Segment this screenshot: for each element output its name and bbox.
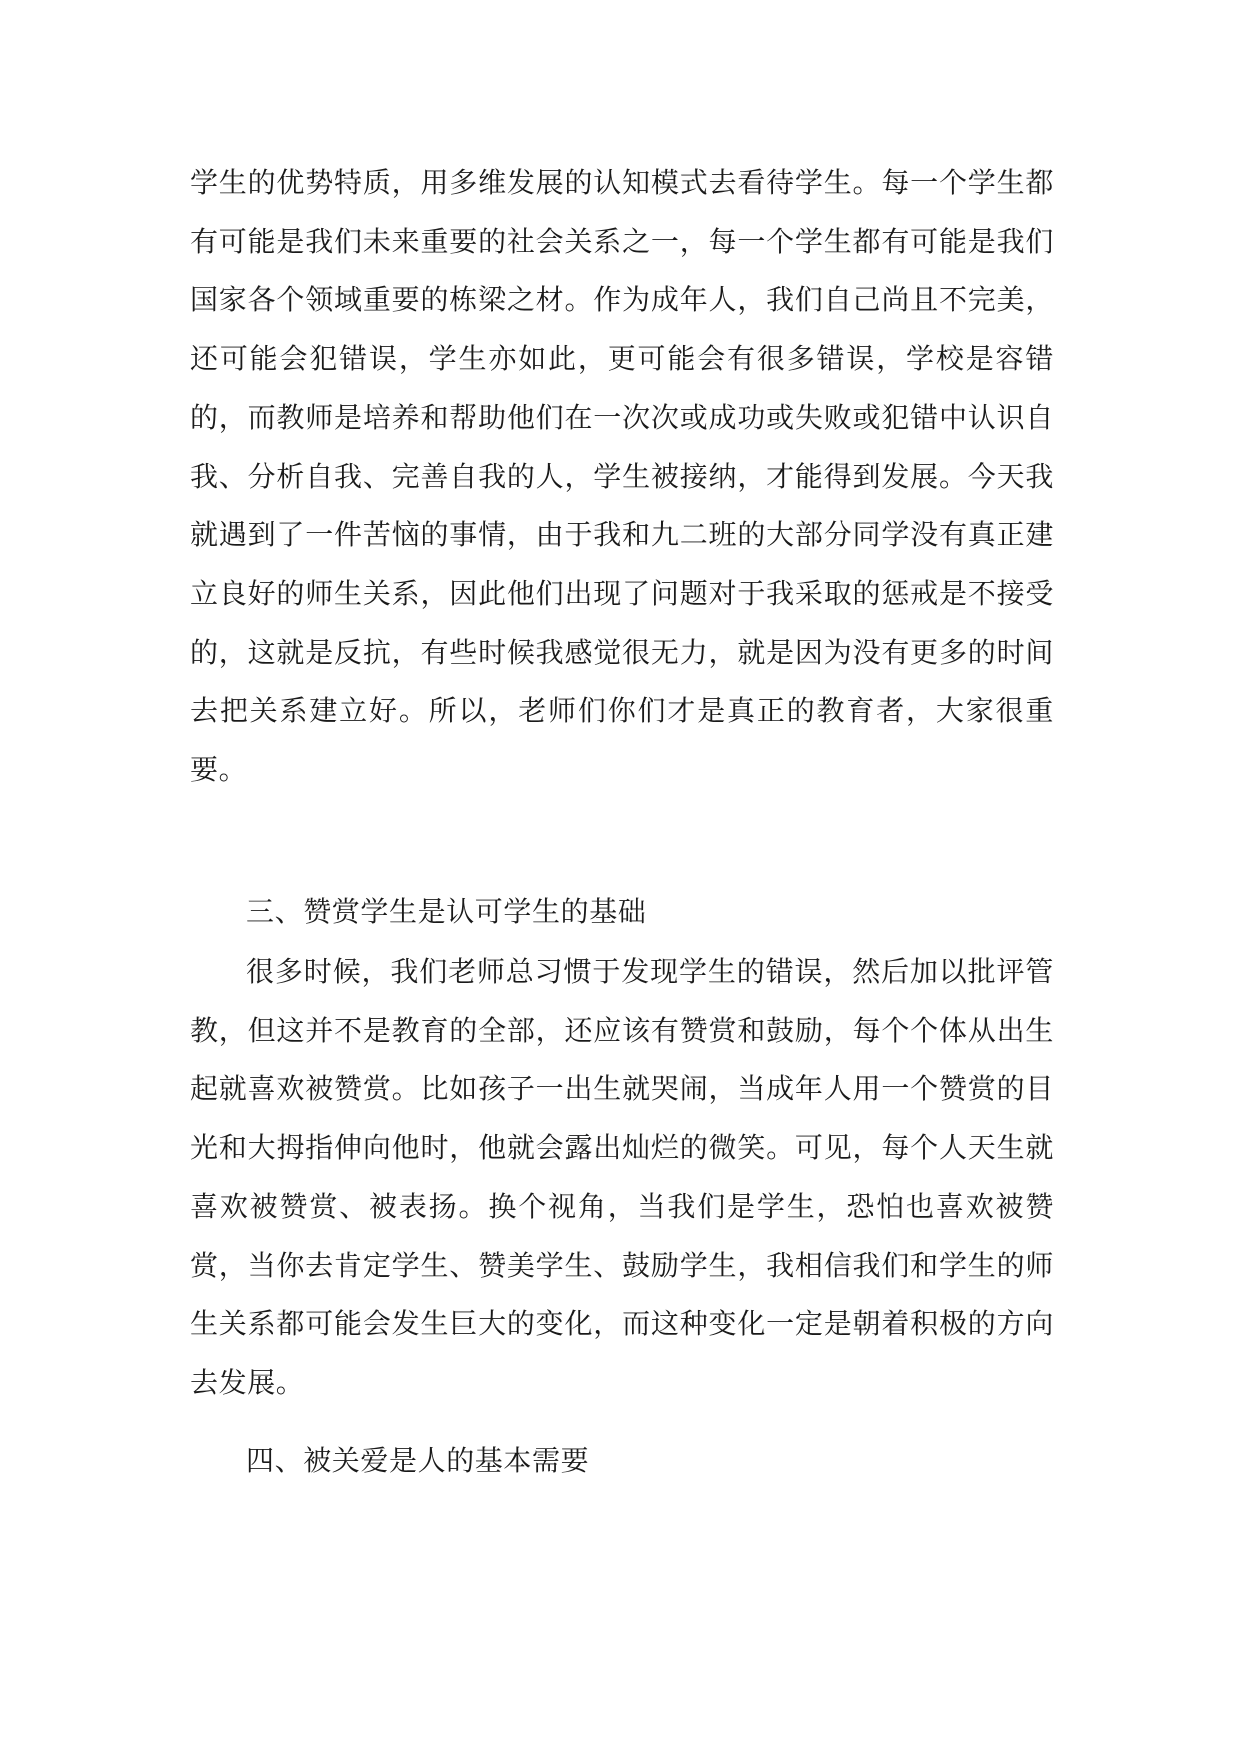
body-paragraph-3: 很多时候，我们老师总习惯于发现学生的错误，然后加以批评管教，但这并不是教育的全部，还应该有赞赏和鼓励，每个个体从出生起就喜欢被赞赏。比如孩子一出生就哭闹，当成年人用一个赞赏的目光和大拇指伸向他时，他就会露出灿烂的微笑。可见，每个人天生就喜欢被赞赏、被表扬。换个视角，当我们是学生，恐怕也喜欢被赞赏，当你去肯定学生、赞美学生、鼓励学生，我相信我们和学生的师生关系都可能会发生巨大的变化，而这种变化一定是朝着积极的方向去发展。 (190, 955, 1054, 1399)
body-paragraph-continued: 学生的优势特质，用多维发展的认知模式去看待学生。每一个学生都有可能是我们未来重要的社会关系之一，每一个学生都有可能是我们国家各个领域重要的栋梁之材。作为成年人，我们自己尚且不完美，还可能会犯错误，学生亦如此，更可能会有很多错误，学校是容错的，而教师是培养和帮助他们在一次次或成功或失败或犯错中认识自我、分析自我、完善自我的人，学生被接纳，才能得到发展。今天我就遇到了一件苦恼的事情，由于我和九二班的大部分同学没有真正建立良好的师生关系，因此他们出现了问题对于我采取的惩戒是不接受的，这就是反抗，有些时候我感觉很无力，就是因为没有更多的时间去把关系建立好。所以，老师们你们才是真正的教育者，大家很重要。 (190, 166, 1054, 787)
section-heading-4: 四、被关爱是人的基本需要 (246, 1444, 590, 1477)
section-heading-3: 三、赞赏学生是认可学生的基础 (246, 895, 647, 928)
